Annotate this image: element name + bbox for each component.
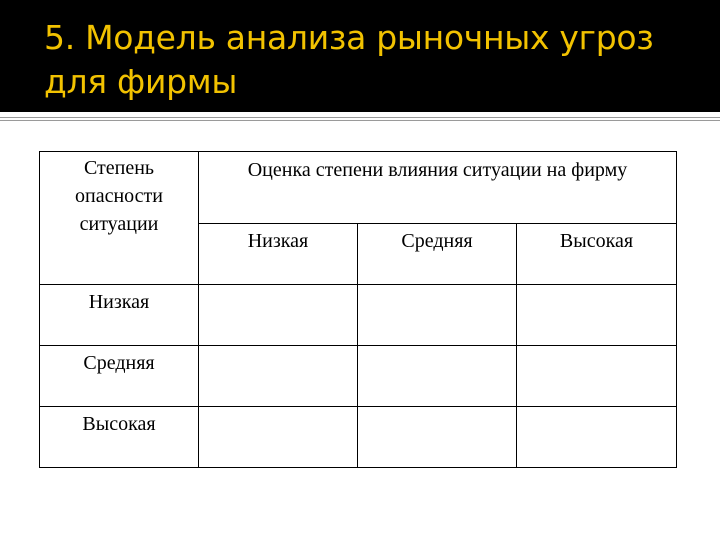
impact-header-low: Низкая xyxy=(199,224,358,285)
table-row xyxy=(40,346,677,407)
corner-header-cell: Степень опасности ситуации xyxy=(40,152,199,285)
matrix-cell xyxy=(358,346,517,407)
table-row xyxy=(40,285,677,346)
danger-label-high: Высокая xyxy=(40,407,199,468)
matrix-cell xyxy=(199,285,358,346)
threat-analysis-table xyxy=(39,151,677,468)
impact-header-high: Высокая xyxy=(517,224,677,285)
slide-title: 5. Модель анализа рыночных угроз для фирмы xyxy=(44,18,654,101)
matrix-cell xyxy=(517,346,677,407)
impact-header-medium: Средняя xyxy=(358,224,517,285)
danger-label-medium: Средняя xyxy=(40,346,199,407)
matrix-cell xyxy=(199,346,358,407)
matrix-cell xyxy=(517,285,677,346)
impact-group-header: Оценка степени влияния ситуации на фирму xyxy=(199,152,677,224)
matrix-cell xyxy=(358,285,517,346)
slide-header xyxy=(0,0,720,112)
header-divider-line-2 xyxy=(0,120,720,121)
matrix-cell xyxy=(199,407,358,468)
header-divider-line xyxy=(0,117,720,118)
table-row xyxy=(40,407,677,468)
matrix-cell xyxy=(517,407,677,468)
matrix-cell xyxy=(358,407,517,468)
danger-label-low: Низкая xyxy=(40,285,199,346)
